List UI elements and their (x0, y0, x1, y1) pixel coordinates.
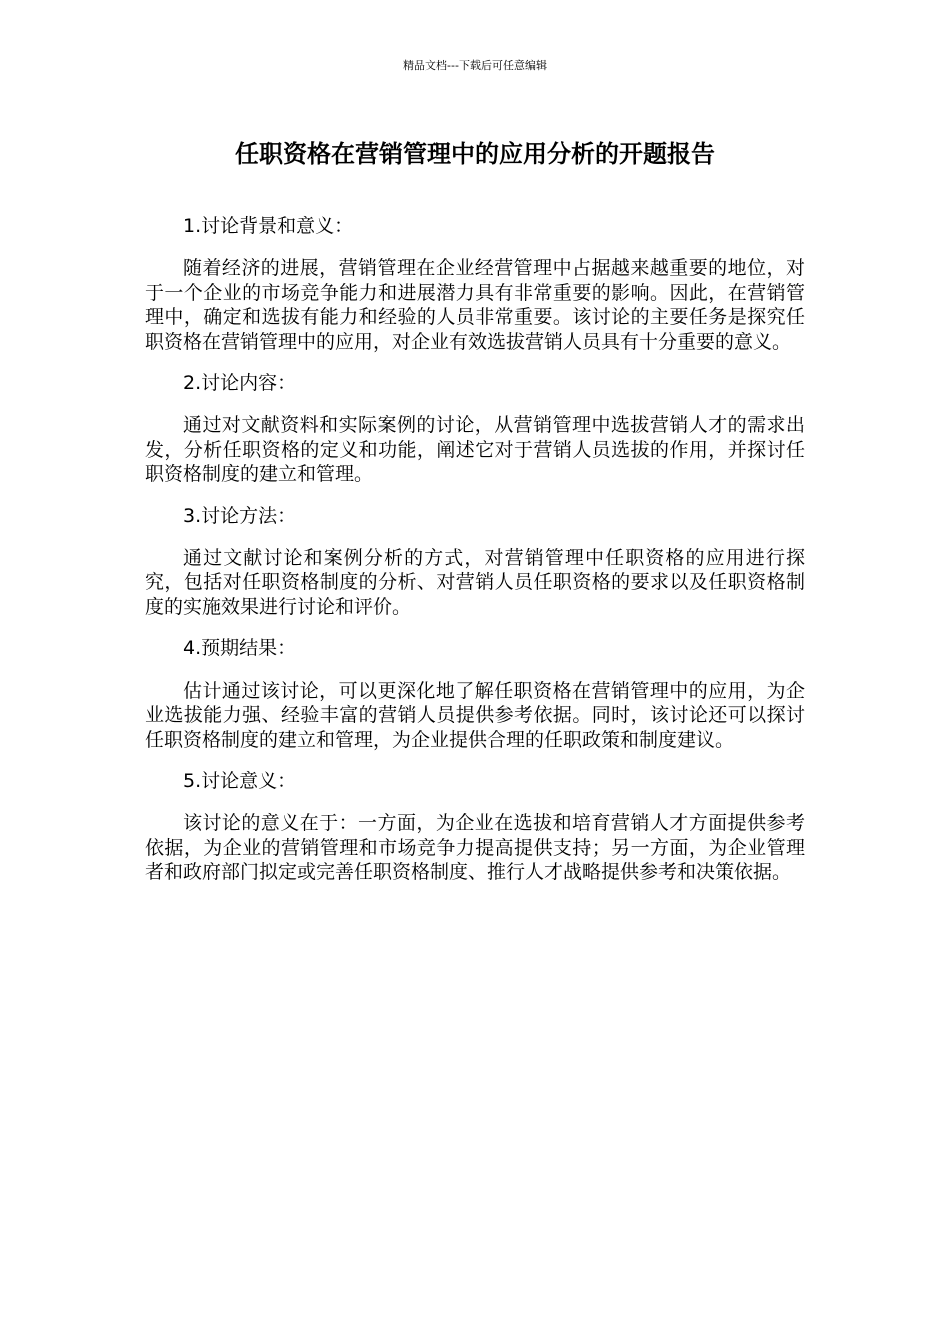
section-paragraph: 通过文献讨论和案例分析的方式，对营销管理中任职资格的应用进行探究，包括对任职资格制度的分析、对营销人员任职资格的要求以及任职资格制度的实施效果进行讨论和评价。 (145, 547, 805, 618)
page-header-text: 精品文档---下载后可任意编辑 (403, 59, 547, 72)
section-paragraph: 该讨论的意义在于：一方面，为企业在选拔和培育营销人才方面提供参考依据，为企业的营销管理和市场竞争力提高提供支持；另一方面，为企业管理者和政府部门拟定或完善任职资格制度、推行人才战略提供参考和决策依据。 (145, 812, 805, 884)
section-method (145, 504, 805, 620)
section-heading: 4.预期结果： (183, 637, 297, 660)
section-heading: 3.讨论方法： (183, 504, 297, 527)
section-significance (145, 769, 805, 885)
section-paragraph: 随着经济的进展，营销管理在企业经营管理中占据越来越重要的地位，对于一个企业的市场竞争能力和进展潜力具有非常重要的影响。因此，在营销管理中，确定和选拔有能力和经验的人员非常重要。该讨论的主要任务是探究任职资格在营销管理中的应用，对企业有效选拔营销人员具有十分重要的意义。 (145, 257, 805, 353)
section-background (145, 214, 805, 354)
section-paragraph: 通过对文献资料和实际案例的讨论，从营销管理中选拔营销人才的需求出发，分析任职资格的定义和功能，阐述它对于营销人员选拔的作用，并探讨任职资格制度的建立和管理。 (145, 414, 805, 486)
section-heading: 2.讨论内容： (183, 372, 297, 395)
section-heading: 1.讨论背景和意义： (183, 215, 354, 237)
section-heading: 5.讨论意义： (183, 769, 297, 792)
document-body (145, 214, 805, 902)
document-title: 任职资格在营销管理中的应用分析的开题报告 (235, 140, 715, 168)
section-content (145, 371, 805, 487)
section-paragraph: 估计通过该讨论，可以更深化地了解任职资格在营销管理中的应用，为企业选拔能力强、经验丰富的营销人员提供参考依据。同时，该讨论还可以探讨任职资格制度的建立和管理，为企业提供合理的任职政策和制度建议。 (145, 679, 805, 751)
section-expected-results (145, 636, 805, 752)
